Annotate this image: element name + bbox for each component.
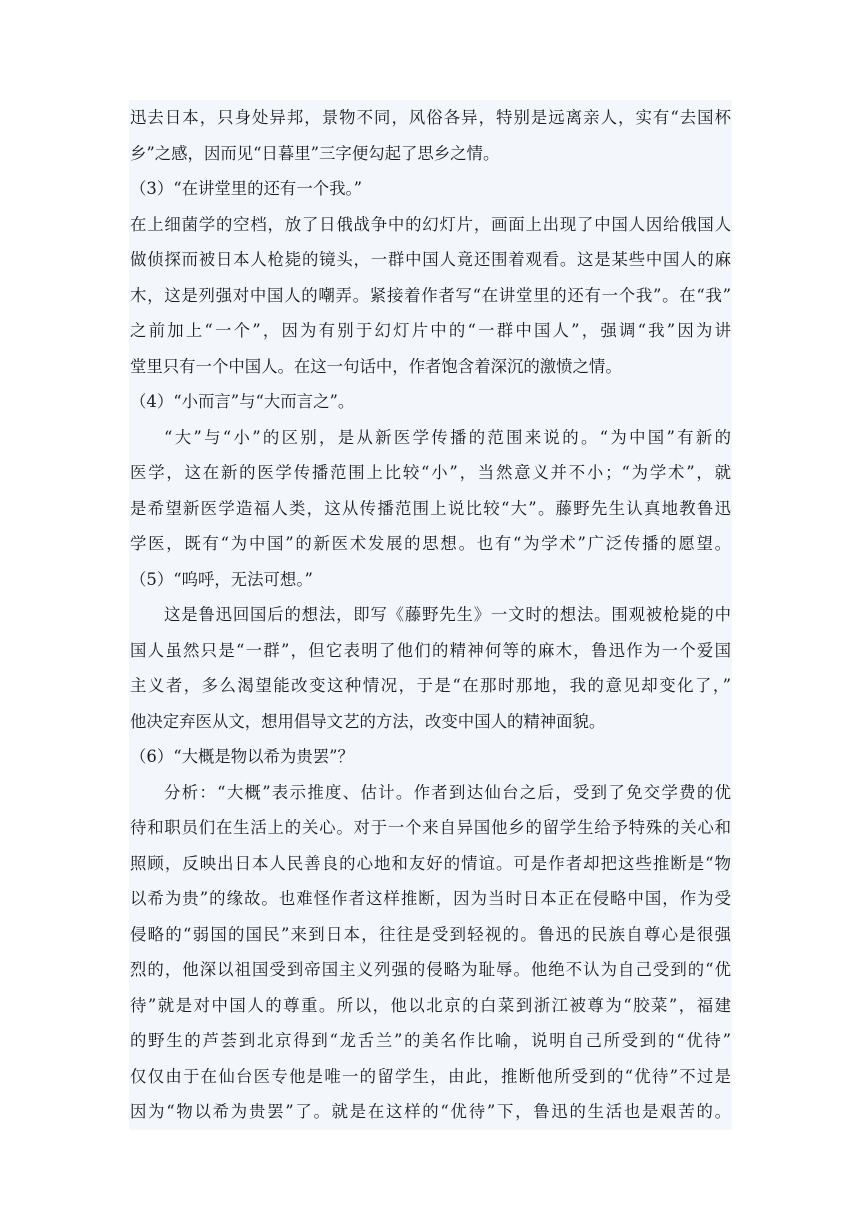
paragraph-line: 学医，既有“为中国”的新医术发展的思想。也有“为学术”广泛传播的愿望。 — [130, 534, 731, 553]
paragraph-line: 仅仅由于在仙台医专他是唯一的留学生，由此，推断他所受到的“优待”不过是 — [130, 1066, 731, 1086]
paragraph-line: 在上细菌学的空档，放了日俄战争中的幻灯片，画面上出现了中国人因给俄国人 — [130, 214, 731, 234]
paragraph-line: 这是鲁迅回国后的想法，即写《藤野先生》一文时的想法。围观被枪毙的中 — [164, 605, 731, 624]
text-block — [129, 100, 732, 1130]
paragraph-line: 烈的，他深以祖国受到帝国主义列强的侵略为耻辱。他绝不认为自己受到的“优 — [130, 960, 731, 979]
paragraph-line: 因为“物以希为贵罢”了。就是在这样的“优待”下，鲁迅的生活也是艰苦的。 — [130, 1102, 731, 1121]
paragraph-line: 主义者，多么渴望能改变这种情况，于是“在那时那地，我的意见却变化了，” — [130, 676, 731, 695]
paragraph-line: 照顾，反映出日本人民善良的心地和友好的情谊。可是作者却把这些推断是“物 — [130, 853, 731, 873]
paragraph-line: 之前加上“一个”，因为有别于幻灯片中的“一群中国人”，强调“我”因为讲 — [130, 321, 731, 340]
paragraph-line: 的野生的芦荟到北京得到“龙舌兰”的美名作比喻，说明自己所受到的“优待” — [130, 1031, 731, 1050]
paragraph-line: 木，这是列强对中国人的嘲弄。紧接着作者写“在讲堂里的还有一个我”。在“我” — [130, 285, 731, 305]
section-heading: （3）“在讲堂里的还有一个我。” — [130, 179, 363, 198]
paragraph-line: 待”就是对中国人的尊重。所以，他以北京的白菜到浙江被尊为“胶菜”，福建 — [130, 995, 731, 1015]
paragraph-line: 是希望新医学造福人类，这从传播范围上说比较“大”。藤野先生认真地教鲁迅 — [130, 498, 731, 518]
paragraph-line: 侵略的“弱国的国民”来到日本，往往是受到轻视的。鲁迅的民族自尊心是很强 — [130, 924, 731, 944]
paragraph-line: 分析：“大概”表示推度、估计。作者到达仙台之后，受到了免交学费的优 — [164, 782, 731, 802]
paragraph-line: 做侦探而被日本人枪毙的镜头，一群中国人竟还围着观看。这是某些中国人的麻 — [130, 250, 731, 269]
section-heading: （5）“呜呼，无法可想。” — [130, 569, 313, 589]
document-page — [129, 100, 732, 1130]
paragraph-line: 国人虽然只是“一群”，但它表明了他们的精神何等的麻木，鲁迅作为一个爱国 — [130, 640, 731, 660]
paragraph-line: 乡”之感，因而见“日暮里”三字便勾起了思乡之情。 — [130, 143, 500, 163]
paragraph-line: 迅去日本，只身处异邦，景物不同，风俗各异，特别是远离亲人，实有“去国杯 — [130, 108, 731, 127]
paragraph-line: 医学，这在新的医学传播范围上比较“小”，当然意义并不小；“为学术”，就 — [130, 463, 731, 482]
paragraph-line: 以希为贵”的缘故。也难怪作者这样推断，因为当时日本正在侵略中国，作为受 — [130, 889, 731, 908]
section-heading: （4）“小而言”与“大而言之”。 — [130, 392, 355, 411]
paragraph-line: 他决定弃医从文，想用倡导文艺的方法，改变中国人的精神面貌。 — [130, 711, 606, 731]
section-heading: （6）“大概是物以希为贵罢”？ — [130, 747, 354, 766]
paragraph-line: 待和职员们在生活上的关心。对于一个来自异国他乡的留学生给予特殊的关心和 — [130, 818, 731, 837]
paragraph-line: “大”与“小”的区别，是从新医学传播的范围来说的。“为中国”有新的 — [164, 427, 731, 447]
paragraph-line: 堂里只有一个中国人。在这一句话中，作者饱含着深沉的激愤之情。 — [130, 356, 622, 376]
